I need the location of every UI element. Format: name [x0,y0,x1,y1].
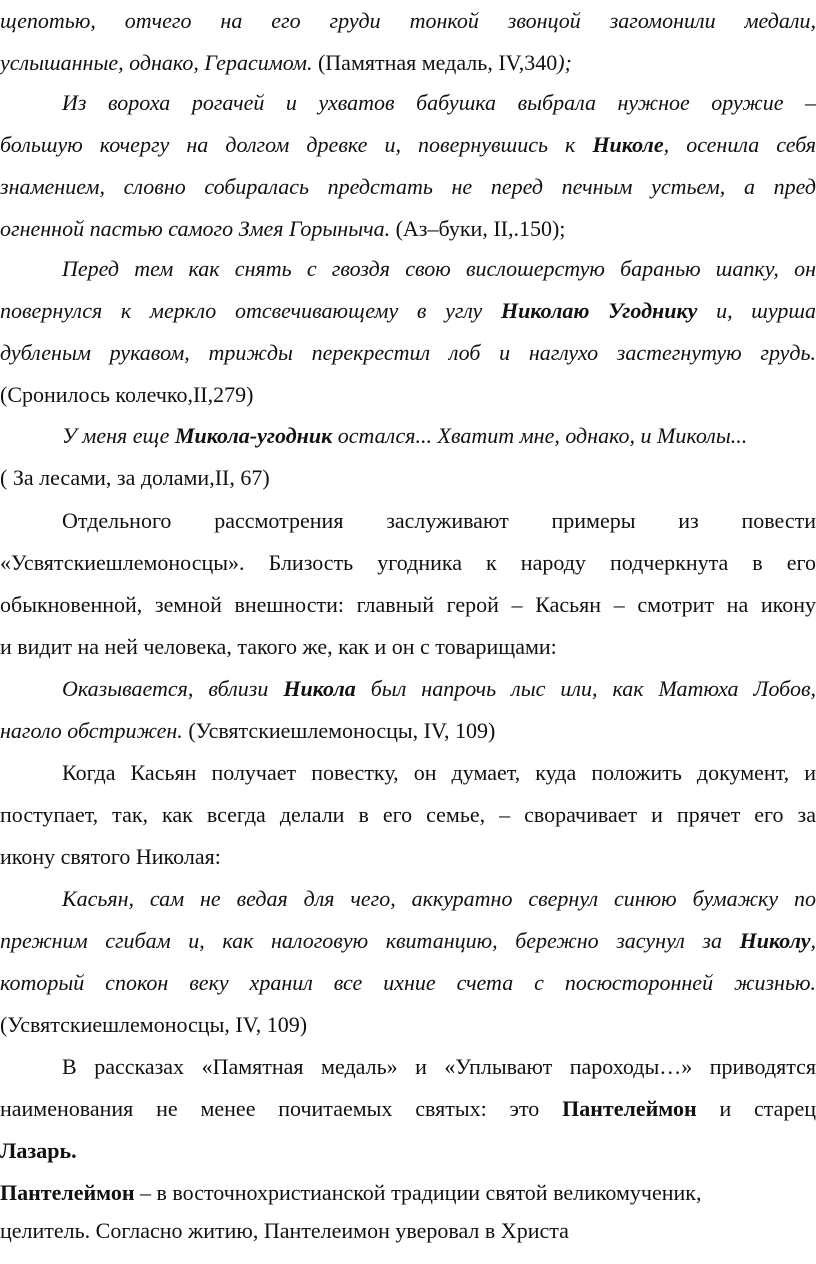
text-run: знамением, словно собиралась предстать не перед печным устьем, а пред [0,174,816,199]
text-line [0,0,816,42]
text-run: обыкновенной, земной внешности: главный герой – Касьян – смотрит на икону [0,592,816,617]
body-paragraph [0,500,816,668]
text-line [0,584,816,626]
quote-paragraph [0,82,816,250]
text-line [0,710,816,752]
text-run: В рассказах «Памятная медаль» и «Уплывают пароходы…» приводятся [62,1054,816,1079]
text-line [0,668,816,710]
text-run: (Памятная медаль, IV,340 [312,50,558,75]
quote-paragraph [0,0,816,84]
body-paragraph [0,1046,816,1172]
text-run: , [810,928,816,953]
text-line [0,124,816,166]
emphasized-name: Никола [283,676,356,701]
body-paragraph [0,752,816,878]
quote-paragraph [0,248,816,416]
text-run: дубленым рукавом, трижды перекрестил лоб и наглухо застегнутую грудь. [0,340,816,365]
text-run: Перед тем как снять с гвоздя свою вислошерстую баранью шапку, он [62,256,816,281]
text-run: щепотью, отчего на его груди тонкой звонцой загомонили медали, [0,8,816,33]
text-line [0,82,816,124]
text-line [0,208,816,250]
emphasized-name: Николу [739,928,811,953]
text-line [0,1212,816,1250]
text-line [0,415,816,457]
text-line [0,626,816,668]
text-run: и старец [696,1096,816,1121]
text-line [0,332,816,374]
text-run: прежним сгибам и, как налоговую квитанцию, бережно засунул за [0,928,740,953]
text-line [0,457,816,499]
text-run: и видит на ней человека, такого же, как и он с товарищами: [0,634,557,659]
text-run: большую кочергу на долгом древке и, повернувшись к [0,132,593,157]
text-line [0,878,816,920]
text-line [0,374,816,416]
text-line [0,42,816,84]
emphasized-name: Пантелеймон [0,1180,135,1205]
text-line [0,166,816,208]
quote-paragraph [0,415,816,499]
text-line [0,752,816,794]
text-run: (Усвятскиешлемоносцы, IV, 109) [0,1012,308,1037]
text-run: Касьян, сам не ведая для чего, аккуратно свернул синюю бумажку по [62,886,816,911]
text-line [0,1046,816,1088]
quote-paragraph [0,668,816,752]
text-run: (Аз–буки, II,.150); [390,216,566,241]
text-line [0,1174,816,1212]
emphasized-name: Лазарь. [0,1138,77,1163]
text-line [0,248,816,290]
text-run: ); [557,50,572,75]
text-run: огненной пастью самого Змея Горыныча. [0,216,391,241]
text-run: был напрочь лыс или, как Матюха Лобов, [355,676,816,701]
text-line [0,794,816,836]
text-line [0,290,816,332]
text-run: остался... Хватит мне, однако, и Миколы... [332,423,748,448]
text-run: икону святого Николая: [0,844,221,869]
text-line [0,500,816,542]
text-run: поступает, так, как всегда делали в его семье, – сворачивает и прячет его за [0,802,816,827]
emphasized-name: Николаю Угоднику [500,298,698,323]
text-run: (Сронилось колечко,II,279) [0,382,254,407]
text-run: ( За лесами, за долами,II, 67) [0,465,270,490]
text-run: который спокон веку хранил все ихние счета с посюсторонней жизнью. [0,970,816,995]
text-run: «Усвятскиешлемоносцы». Близость угодника к народу подчеркнута в его [0,550,816,575]
text-run: Оказывается, вблизи [62,676,284,701]
text-run: Отдельного рассмотрения заслуживают примеры из повести [62,508,816,533]
text-run: повернулся к меркло отсвечивающему в углу [0,298,501,323]
text-run: (Усвятскиешлемоносцы, IV, 109) [182,718,496,743]
text-run: – в восточнохристианской традиции святой великомученик, [134,1180,702,1205]
text-line [0,962,816,1004]
text-run: Из вороха рогачей и ухватов бабушка выбрала нужное оружие – [62,90,816,115]
text-run: услышанные, однако, Герасимом. [0,50,313,75]
text-run: Когда Касьян получает повестку, он думает, куда положить документ, и [62,760,816,785]
text-run: У меня еще [62,423,175,448]
definition-paragraph [0,1174,816,1250]
text-line [0,836,816,878]
text-line [0,1004,816,1046]
text-line [0,1130,816,1172]
text-run: наименования не менее почитаемых святых: это [0,1096,563,1121]
text-run: наголо обстрижен. [0,718,183,743]
text-run: и, шурша [697,298,816,323]
emphasized-name: Микола-угодник [174,423,333,448]
quote-paragraph [0,878,816,1046]
text-run: целитель. Согласно житию, Пантелеимон уверовал в Христа [0,1218,569,1243]
text-line [0,920,816,962]
emphasized-name: Пантелеймон [562,1096,697,1121]
text-run: , осенила себя [663,132,816,157]
emphasized-name: Николе [592,132,664,157]
text-line [0,542,816,584]
text-line [0,1088,816,1130]
